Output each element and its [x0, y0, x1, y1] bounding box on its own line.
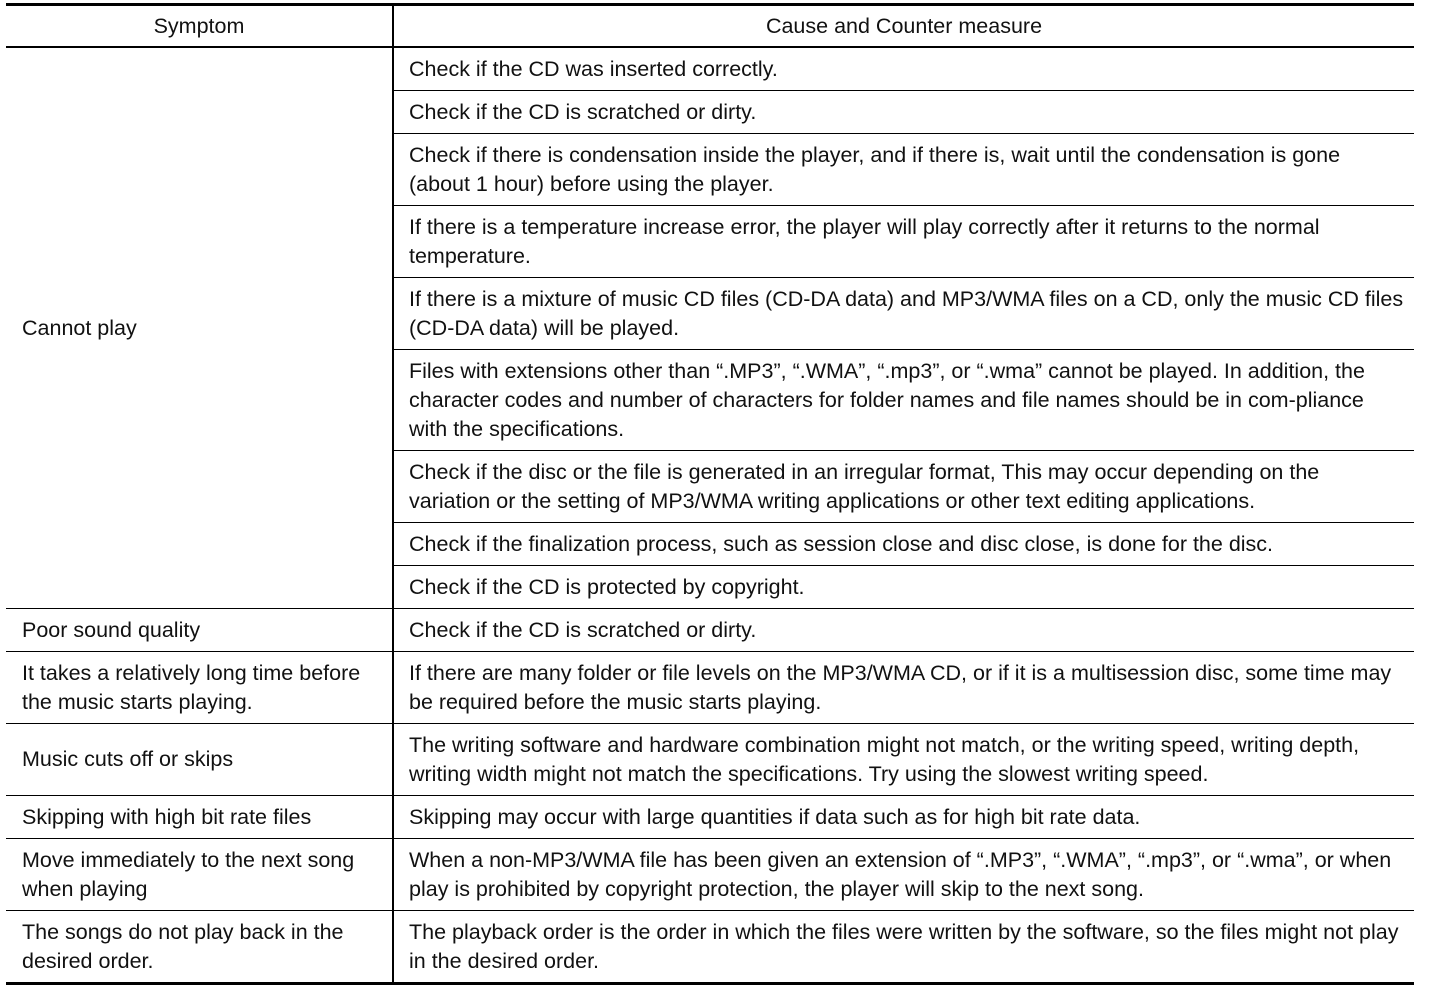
cause-cell: If there is a mixture of music CD files (CD-DA data) and MP3/WMA files on a CD, only the music CD files (CD-DA data) will be played. [393, 278, 1414, 350]
symptom-cell: Move immediately to the next song when playing [6, 839, 393, 911]
cause-cell: The writing software and hardware combination might not match, or the writing speed, writing depth, writing width might not match the specifications. Try using the slowest writing speed. [393, 724, 1414, 796]
symptom-cell: Poor sound quality [6, 609, 393, 652]
cause-cell: The playback order is the order in which the files were written by the software, so the files might not play in the desired order. [393, 911, 1414, 984]
cause-cell: Check if the disc or the file is generated in an irregular format, This may occur depending on the variation or the setting of MP3/WMA writing applications or other text editing applications. [393, 451, 1414, 523]
table-row [6, 796, 1414, 839]
symptom-column-header: Symptom [6, 5, 393, 48]
troubleshooting-table [6, 3, 1414, 985]
symptom-cell: Cannot play [6, 47, 393, 609]
table-row [6, 724, 1414, 796]
cause-cell: If there are many folder or file levels on the MP3/WMA CD, or if it is a multisession disc, some time may be required before the music starts playing. [393, 652, 1414, 724]
cause-cell: Check if the finalization process, such as session close and disc close, is done for the disc. [393, 523, 1414, 566]
cause-column-header: Cause and Counter measure [393, 5, 1414, 48]
cause-cell: Check if there is condensation inside the player, and if there is, wait until the condensation is gone (about 1 hour) before using the player. [393, 134, 1414, 206]
cause-cell: Check if the CD is scratched or dirty. [393, 91, 1414, 134]
symptom-cell: Skipping with high bit rate files [6, 796, 393, 839]
cause-cell: Skipping may occur with large quantities if data such as for high bit rate data. [393, 796, 1414, 839]
table-header-row [6, 5, 1414, 48]
cause-cell: Check if the CD is scratched or dirty. [393, 609, 1414, 652]
table-row [6, 911, 1414, 984]
cause-cell: Files with extensions other than “.MP3”, “.WMA”, “.mp3”, or “.wma” cannot be played. In addition, the character codes and number of characters for folder names and file names should be in com-pliance with the specifications. [393, 350, 1414, 451]
symptom-cell: It takes a relatively long time before the music starts playing. [6, 652, 393, 724]
table-row [6, 47, 1414, 91]
cause-cell: When a non-MP3/WMA file has been given an extension of “.MP3”, “.WMA”, “.mp3”, or “.wma”, or when play is prohibited by copyright protection, the player will skip to the next song. [393, 839, 1414, 911]
table-row [6, 609, 1414, 652]
table-row [6, 839, 1414, 911]
symptom-cell: The songs do not play back in the desired order. [6, 911, 393, 984]
table-row [6, 652, 1414, 724]
symptom-cell: Music cuts off or skips [6, 724, 393, 796]
cause-cell: Check if the CD is protected by copyright. [393, 566, 1414, 609]
cause-cell: Check if the CD was inserted correctly. [393, 47, 1414, 91]
cause-cell: If there is a temperature increase error, the player will play correctly after it returns to the normal temperature. [393, 206, 1414, 278]
